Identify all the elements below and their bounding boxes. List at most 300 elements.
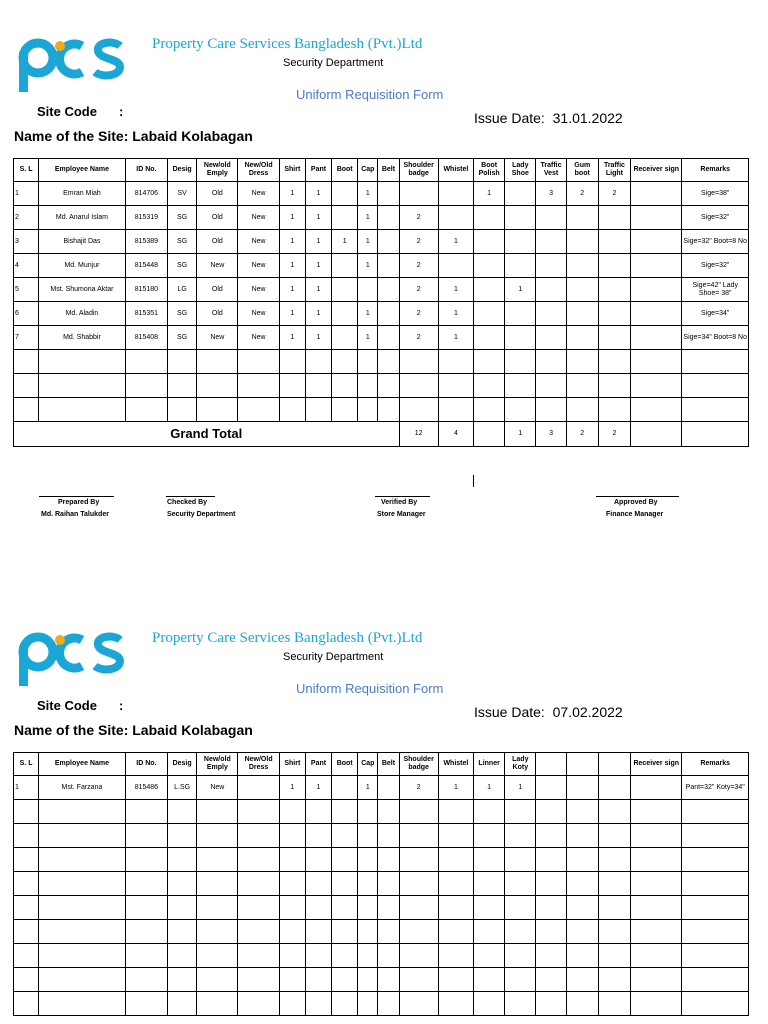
table-cell [125, 992, 167, 1016]
table-cell [197, 920, 238, 944]
table-cell [125, 872, 167, 896]
table-cell [399, 968, 438, 992]
table-cell [238, 848, 279, 872]
table-cell: L.SG [168, 776, 197, 800]
table-cell: 2 [399, 206, 438, 230]
table-cell [332, 992, 358, 1016]
remarks-cell: Sige=38" [682, 182, 749, 206]
table-cell: 1 [505, 278, 536, 302]
serial-cell [14, 920, 39, 944]
grand-total-label: Grand Total [14, 422, 400, 447]
table-cell: 2 [399, 326, 438, 350]
table-cell: 1 [358, 182, 378, 206]
table-cell [305, 800, 331, 824]
employee-name-cell: Md. Anarul Islam [39, 206, 126, 230]
col-header: Boot [332, 159, 358, 182]
table-cell [197, 872, 238, 896]
table-cell [566, 920, 598, 944]
table-cell [631, 872, 682, 896]
table-cell [378, 968, 399, 992]
table-cell [168, 800, 197, 824]
col-header: ID No. [125, 159, 167, 182]
table-cell [474, 968, 505, 992]
checked-by-label: Checked By [167, 499, 208, 506]
table-cell [474, 896, 505, 920]
table-cell: 1 [438, 776, 473, 800]
remarks-cell [682, 896, 749, 920]
table-cell: 2 [399, 278, 438, 302]
col-header: Pant [305, 159, 331, 182]
table-cell [505, 800, 536, 824]
serial-cell [14, 968, 39, 992]
table-cell [168, 968, 197, 992]
table-cell [536, 992, 566, 1016]
remarks-cell [682, 920, 749, 944]
employee-name-cell [39, 800, 126, 824]
table-cell [505, 944, 536, 968]
table-cell [168, 824, 197, 848]
table-cell [238, 896, 279, 920]
col-header: New/Old Dress [238, 753, 279, 776]
table-cell [238, 800, 279, 824]
table-cell [279, 872, 305, 896]
serial-cell [14, 896, 39, 920]
table-cell: Old [197, 206, 238, 230]
serial-cell: 7 [14, 326, 39, 350]
table-cell: 1 [305, 302, 331, 326]
issue-date-value: 31.01.2022 [552, 110, 623, 126]
employee-name-cell [39, 896, 126, 920]
table-cell [238, 944, 279, 968]
table-cell [536, 800, 566, 824]
table-cell [505, 968, 536, 992]
table-cell [332, 896, 358, 920]
col-header: Cap [358, 159, 378, 182]
department-name: Security Department [283, 651, 384, 663]
serial-cell: 4 [14, 254, 39, 278]
table-cell: 815486 [125, 776, 167, 800]
table-row [14, 920, 749, 944]
total-cell: 3 [536, 422, 566, 447]
table-cell [438, 968, 473, 992]
table-cell [279, 800, 305, 824]
table-cell: 3 [536, 182, 566, 206]
table-cell [378, 992, 399, 1016]
table-cell [399, 872, 438, 896]
table-cell: 1 [279, 302, 305, 326]
table-cell [598, 968, 630, 992]
table-cell: SG [168, 230, 197, 254]
table-cell [598, 920, 630, 944]
verified-by-label: Verified By [381, 499, 418, 506]
site-code-label: Site Code : [37, 698, 124, 713]
table-cell [358, 968, 378, 992]
table-cell [305, 848, 331, 872]
employee-name-cell [39, 944, 126, 968]
table-cell: New [238, 206, 279, 230]
remarks-cell [682, 800, 749, 824]
table-cell: Old [197, 182, 238, 206]
table-cell [631, 992, 682, 1016]
table-cell [358, 872, 378, 896]
table-cell: New [197, 776, 238, 800]
serial-cell: 5 [14, 278, 39, 302]
table-cell [358, 896, 378, 920]
table-cell [474, 872, 505, 896]
table-cell [332, 776, 358, 800]
table-row [14, 944, 749, 968]
table-cell [238, 920, 279, 944]
table-cell: 1 [279, 326, 305, 350]
table-cell [536, 872, 566, 896]
pcs-logo-icon [16, 628, 128, 686]
issue-date-label: Issue Date: 07.02.2022 [474, 704, 623, 720]
table-cell [474, 992, 505, 1016]
col-header: New/old Emply [197, 753, 238, 776]
table-cell [598, 992, 630, 1016]
col-header: Belt [378, 753, 399, 776]
remarks-cell: Pant=32" Koty=34" [682, 776, 749, 800]
remarks-header: Remarks [682, 159, 749, 182]
requisition-table [13, 752, 749, 1016]
table-cell: Old [197, 302, 238, 326]
serial-cell: 1 [14, 776, 39, 800]
table-row [14, 824, 749, 848]
table-cell [168, 848, 197, 872]
col-header: Shirt [279, 159, 305, 182]
employee-name-cell [39, 824, 126, 848]
approved-by-name: Finance Manager [606, 511, 664, 518]
checked-by-name: Security Department [167, 511, 236, 518]
table-cell [238, 872, 279, 896]
approved-by-label: Approved By [614, 499, 658, 506]
table-cell: SG [168, 326, 197, 350]
table-cell [125, 920, 167, 944]
serial-cell [14, 944, 39, 968]
table-cell [598, 944, 630, 968]
table-cell: 1 [358, 302, 378, 326]
table-cell: 815389 [125, 230, 167, 254]
prepared-by-label: Prepared By [58, 499, 100, 506]
table-cell [168, 920, 197, 944]
col-header: Belt [378, 159, 399, 182]
table-cell [197, 824, 238, 848]
col-header: Employee Name [39, 159, 126, 182]
table-cell [358, 824, 378, 848]
table-cell: New [238, 302, 279, 326]
table-cell: New [197, 254, 238, 278]
table-cell [631, 776, 682, 800]
total-cell: 4 [438, 422, 473, 447]
table-cell: 1 [279, 182, 305, 206]
table-cell [566, 824, 598, 848]
table-cell [505, 872, 536, 896]
table-cell [505, 992, 536, 1016]
table-cell: 1 [438, 278, 473, 302]
table-cell: Old [197, 278, 238, 302]
form-title: Uniform Requisition Form [296, 681, 444, 696]
remarks-cell: Sige=32" [682, 206, 749, 230]
remarks-cell: Sige=34" Boot=8 No [682, 326, 749, 350]
table-cell: 1 [358, 776, 378, 800]
col-header: Employee Name [39, 753, 126, 776]
remarks-cell [682, 968, 749, 992]
table-cell: New [238, 230, 279, 254]
table-cell [197, 848, 238, 872]
table-cell [358, 992, 378, 1016]
table-cell [536, 824, 566, 848]
table-cell [332, 848, 358, 872]
remarks-cell: Sige=42" Lady Shoe= 38" [682, 278, 749, 302]
table-cell: SV [168, 182, 197, 206]
serial-cell [14, 800, 39, 824]
table-cell [378, 776, 399, 800]
table-cell [631, 944, 682, 968]
table-cell: 1 [438, 230, 473, 254]
table-cell [125, 968, 167, 992]
table-cell: 1 [305, 776, 331, 800]
table-cell: 1 [438, 302, 473, 326]
table-cell [279, 968, 305, 992]
table-cell [332, 920, 358, 944]
table-cell [631, 800, 682, 824]
table-cell [378, 896, 399, 920]
table-cell [566, 872, 598, 896]
table-cell [279, 992, 305, 1016]
table-cell [505, 824, 536, 848]
col-header: Traffic Light [598, 159, 630, 182]
table-cell [438, 920, 473, 944]
table-cell [125, 848, 167, 872]
table-cell [598, 776, 630, 800]
table-cell: SG [168, 206, 197, 230]
table-cell [332, 872, 358, 896]
col-header: Shirt [279, 753, 305, 776]
table-cell [168, 992, 197, 1016]
table-cell: SG [168, 254, 197, 278]
employee-name-cell [39, 968, 126, 992]
table-cell [197, 968, 238, 992]
table-cell [505, 896, 536, 920]
table-cell [536, 920, 566, 944]
table-cell [279, 824, 305, 848]
table-cell [168, 944, 197, 968]
table-cell: 815351 [125, 302, 167, 326]
table-cell: Old [197, 230, 238, 254]
table-cell [378, 848, 399, 872]
table-cell [474, 944, 505, 968]
table-cell: SG [168, 302, 197, 326]
col-header: S. L [14, 159, 39, 182]
table-cell [631, 824, 682, 848]
table-cell: 1 [305, 254, 331, 278]
table-cell [168, 872, 197, 896]
table-cell [598, 800, 630, 824]
table-cell [238, 992, 279, 1016]
table-cell: 2 [399, 230, 438, 254]
col-header: Gum boot [566, 159, 598, 182]
table-cell [474, 824, 505, 848]
table-cell [536, 968, 566, 992]
company-name: Property Care Services Bangladesh (Pvt.)Ltd [152, 36, 423, 52]
table-cell [505, 848, 536, 872]
col-header: Traffic Vest [536, 159, 566, 182]
table-cell: 1 [358, 254, 378, 278]
employee-name-cell [39, 920, 126, 944]
employee-name-cell: Md. Aladin [39, 302, 126, 326]
table-cell: 1 [279, 278, 305, 302]
table-cell [399, 944, 438, 968]
total-cell: 2 [566, 422, 598, 447]
receiver-sign-header: Receiver sign [631, 753, 682, 776]
table-cell: 1 [279, 206, 305, 230]
serial-cell: 6 [14, 302, 39, 326]
verified-by-name: Store Manager [377, 511, 426, 518]
table-cell: 815408 [125, 326, 167, 350]
table-cell [438, 824, 473, 848]
receiver-sign-header: Receiver sign [631, 159, 682, 182]
table-cell [438, 944, 473, 968]
table-cell [125, 944, 167, 968]
table-cell [358, 848, 378, 872]
total-cell: 12 [399, 422, 438, 447]
table-cell: New [238, 254, 279, 278]
table-cell: 1 [438, 326, 473, 350]
table-cell [399, 992, 438, 1016]
total-cell: 1 [505, 422, 536, 447]
table-cell [378, 872, 399, 896]
table-row [14, 872, 749, 896]
remarks-cell [682, 872, 749, 896]
table-cell [125, 896, 167, 920]
table-cell [631, 968, 682, 992]
site-name-label: Name of the Site: Labaid Kolabagan [14, 722, 253, 738]
employee-name-cell [39, 872, 126, 896]
table-cell [279, 944, 305, 968]
employee-name-cell: Md. Munjur [39, 254, 126, 278]
table-cell [474, 920, 505, 944]
table-cell [566, 992, 598, 1016]
col-header: Desig [168, 159, 197, 182]
table-cell [332, 944, 358, 968]
table-cell [566, 944, 598, 968]
table-cell: 2 [399, 302, 438, 326]
table-cell [399, 800, 438, 824]
table-cell [474, 848, 505, 872]
table-cell [631, 920, 682, 944]
table-cell [332, 824, 358, 848]
table-cell: 2 [399, 776, 438, 800]
table-cell: 1 [305, 230, 331, 254]
table-cell [125, 824, 167, 848]
serial-cell [14, 872, 39, 896]
serial-cell: 1 [14, 182, 39, 206]
col-header: Boot [332, 753, 358, 776]
table-cell: 2 [598, 182, 630, 206]
employee-name-cell: Mst. Farzana [39, 776, 126, 800]
table-cell [536, 944, 566, 968]
serial-cell [14, 824, 39, 848]
col-header [598, 753, 630, 776]
employee-name-cell: Emran Miah [39, 182, 126, 206]
table-cell [438, 848, 473, 872]
table-cell [279, 920, 305, 944]
col-header: Pant [305, 753, 331, 776]
table-cell [168, 896, 197, 920]
table-cell [378, 824, 399, 848]
table-cell [566, 776, 598, 800]
remarks-cell: Sige=32" Boot=8 No [682, 230, 749, 254]
employee-name-cell: Md. Shabbir [39, 326, 126, 350]
table-cell: 1 [358, 206, 378, 230]
col-header: Boot Polish [474, 159, 505, 182]
table-cell [399, 920, 438, 944]
table-cell [305, 944, 331, 968]
table-cell [238, 776, 279, 800]
col-header: Shoulder badge [399, 159, 438, 182]
col-header [536, 753, 566, 776]
table-cell: 1 [505, 776, 536, 800]
table-cell [305, 824, 331, 848]
remarks-cell [682, 944, 749, 968]
col-header: Lady Shoe [505, 159, 536, 182]
remarks-cell [682, 992, 749, 1016]
issue-date-label: Issue Date: 31.01.2022 [474, 110, 623, 126]
table-cell: 1 [305, 278, 331, 302]
employee-name-cell: Bishajit Das [39, 230, 126, 254]
table-cell [631, 896, 682, 920]
table-row [14, 776, 749, 800]
table-cell [332, 800, 358, 824]
table-cell: New [238, 326, 279, 350]
total-cell: 2 [598, 422, 630, 447]
form-title: Uniform Requisition Form [296, 87, 444, 102]
table-cell: 1 [305, 182, 331, 206]
col-header: Linner [474, 753, 505, 776]
table-cell [536, 848, 566, 872]
department-name: Security Department [283, 57, 384, 69]
table-cell [566, 896, 598, 920]
table-cell: 1 [279, 254, 305, 278]
table-cell [197, 944, 238, 968]
table-cell: New [197, 326, 238, 350]
col-header: New/Old Dress [238, 159, 279, 182]
table-cell: 1 [358, 230, 378, 254]
table-cell: 1 [358, 326, 378, 350]
table-cell [197, 800, 238, 824]
remarks-cell: Sige=34" [682, 302, 749, 326]
table-cell [238, 968, 279, 992]
table-cell [566, 848, 598, 872]
table-cell [438, 992, 473, 1016]
table-cell [536, 776, 566, 800]
table-cell [399, 848, 438, 872]
remarks-cell: Sige=32" [682, 254, 749, 278]
table-cell [197, 992, 238, 1016]
table-cell [358, 800, 378, 824]
table-cell: New [238, 278, 279, 302]
table-cell [305, 896, 331, 920]
col-header: New/old Emply [197, 159, 238, 182]
table-cell [438, 896, 473, 920]
table-cell: 1 [305, 206, 331, 230]
prepared-by-name: Md. Raihan Talukder [41, 511, 109, 518]
table-cell [566, 968, 598, 992]
col-header: Shoulder badge [399, 753, 438, 776]
table-cell [399, 896, 438, 920]
col-header: S. L [14, 753, 39, 776]
remarks-header: Remarks [682, 753, 749, 776]
